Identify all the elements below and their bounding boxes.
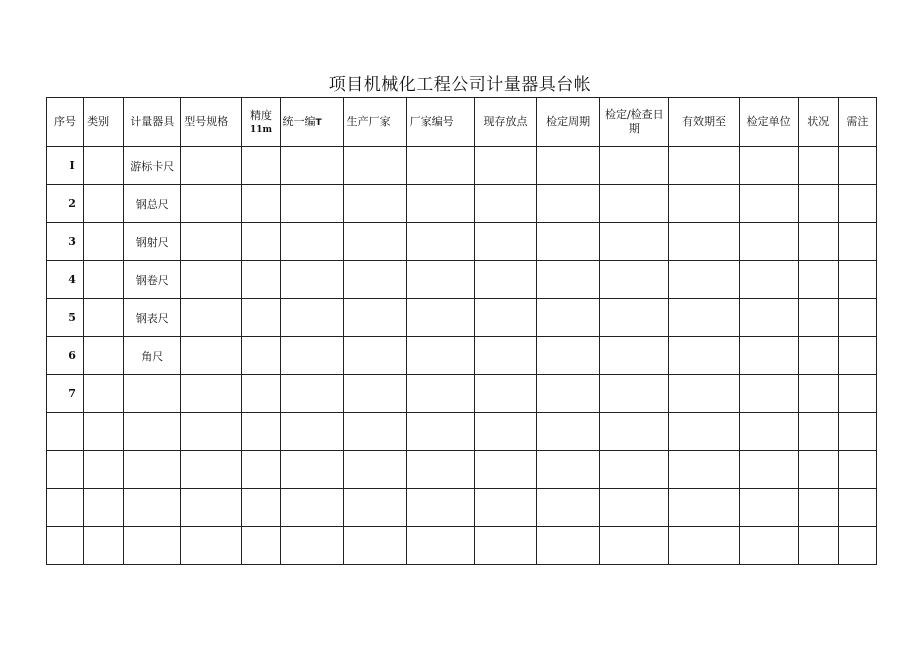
- cell-status: [798, 147, 838, 185]
- cell-remarks: [838, 489, 876, 527]
- cell-category: [84, 413, 124, 451]
- cell-category: [84, 527, 124, 565]
- cell-unit: [739, 375, 798, 413]
- header-precision: [242, 98, 280, 147]
- cell-seq: 2: [47, 185, 84, 223]
- cell-precision: [242, 261, 280, 299]
- cell-unified-no: [280, 147, 343, 185]
- cell-unified-no: [280, 527, 343, 565]
- cell-instrument: [124, 413, 181, 451]
- cell-unified-no: [280, 489, 343, 527]
- cell-unified-no: [280, 261, 343, 299]
- cell-category: [84, 375, 124, 413]
- cell-check-date: [600, 147, 669, 185]
- cell-unit: [739, 413, 798, 451]
- cell-remarks: [838, 451, 876, 489]
- cell-seq: 4: [47, 261, 84, 299]
- header-manufacturer: 生产厂家: [343, 98, 406, 147]
- cell-unified-no: [280, 223, 343, 261]
- cell-period: [537, 261, 600, 299]
- cell-model: [181, 147, 242, 185]
- cell-instrument: [124, 527, 181, 565]
- header-factory-no: 厂家编号: [406, 98, 474, 147]
- cell-valid-until: [669, 413, 739, 451]
- cell-status: [798, 451, 838, 489]
- cell-precision: [242, 413, 280, 451]
- cell-remarks: [838, 527, 876, 565]
- cell-instrument: 游标卡尺: [124, 147, 181, 185]
- cell-remarks: [838, 375, 876, 413]
- table-row: [47, 337, 877, 375]
- cell-location: [474, 451, 536, 489]
- header-instrument: 计量器具: [124, 98, 181, 147]
- table-row: [47, 413, 877, 451]
- cell-precision: [242, 223, 280, 261]
- cell-instrument: [124, 451, 181, 489]
- cell-factory-no: [406, 337, 474, 375]
- cell-location: [474, 375, 536, 413]
- cell-precision: [242, 299, 280, 337]
- table-row: [47, 261, 877, 299]
- table-row: [47, 223, 877, 261]
- table-row: [47, 375, 877, 413]
- cell-seq: [47, 451, 84, 489]
- cell-period: [537, 489, 600, 527]
- ledger-body: [47, 147, 877, 565]
- page-title: 项目机械化工程公司计量器具台帐: [328, 75, 592, 95]
- cell-manufacturer: [343, 299, 406, 337]
- cell-valid-until: [669, 261, 739, 299]
- cell-instrument: [124, 489, 181, 527]
- cell-unit: [739, 527, 798, 565]
- cell-period: [537, 451, 600, 489]
- cell-period: [537, 413, 600, 451]
- cell-factory-no: [406, 527, 474, 565]
- cell-period: [537, 337, 600, 375]
- cell-precision: [242, 375, 280, 413]
- cell-model: [181, 261, 242, 299]
- cell-unified-no: [280, 185, 343, 223]
- cell-unified-no: [280, 375, 343, 413]
- cell-period: [537, 147, 600, 185]
- cell-precision: [242, 527, 280, 565]
- cell-valid-until: [669, 147, 739, 185]
- cell-manufacturer: [343, 451, 406, 489]
- ledger-table: [46, 97, 877, 565]
- cell-category: [84, 261, 124, 299]
- cell-manufacturer: [343, 337, 406, 375]
- cell-factory-no: [406, 413, 474, 451]
- cell-check-date: [600, 337, 669, 375]
- cell-unit: [739, 489, 798, 527]
- cell-precision: [242, 337, 280, 375]
- cell-location: [474, 489, 536, 527]
- cell-category: [84, 489, 124, 527]
- cell-model: [181, 185, 242, 223]
- cell-precision: [242, 147, 280, 185]
- cell-factory-no: [406, 299, 474, 337]
- header-status: 状况: [798, 98, 838, 147]
- cell-status: [798, 527, 838, 565]
- cell-valid-until: [669, 451, 739, 489]
- cell-unit: [739, 223, 798, 261]
- cell-factory-no: [406, 375, 474, 413]
- cell-unit: [739, 147, 798, 185]
- cell-model: [181, 451, 242, 489]
- cell-valid-until: [669, 489, 739, 527]
- cell-status: [798, 489, 838, 527]
- cell-check-date: [600, 451, 669, 489]
- header-unified-no-label: 统一编: [282, 114, 316, 128]
- header-unified-no-suffix: T: [315, 117, 322, 128]
- header-remarks: 需注: [838, 98, 876, 147]
- cell-manufacturer: [343, 147, 406, 185]
- cell-precision: [242, 451, 280, 489]
- cell-period: [537, 299, 600, 337]
- cell-remarks: [838, 413, 876, 451]
- cell-status: [798, 299, 838, 337]
- cell-location: [474, 299, 536, 337]
- header-precision-label: 精度: [249, 109, 272, 122]
- header-period: 检定周期: [537, 98, 600, 147]
- cell-model: [181, 337, 242, 375]
- cell-location: [474, 261, 536, 299]
- cell-location: [474, 223, 536, 261]
- header-precision-unit: 11m: [249, 125, 272, 135]
- cell-manufacturer: [343, 413, 406, 451]
- cell-seq: 5: [47, 299, 84, 337]
- header-category: 类别: [84, 98, 124, 147]
- cell-instrument: 钢射尺: [124, 223, 181, 261]
- header-model: 型号规格: [181, 98, 242, 147]
- cell-manufacturer: [343, 489, 406, 527]
- cell-status: [798, 261, 838, 299]
- cell-remarks: [838, 337, 876, 375]
- header-unified-no: [280, 98, 343, 147]
- cell-factory-no: [406, 451, 474, 489]
- cell-period: [537, 223, 600, 261]
- cell-unified-no: [280, 451, 343, 489]
- cell-manufacturer: [343, 527, 406, 565]
- cell-instrument: 钢表尺: [124, 299, 181, 337]
- cell-factory-no: [406, 147, 474, 185]
- cell-unit: [739, 185, 798, 223]
- cell-remarks: [838, 185, 876, 223]
- header-check-date: 检定/检查日期: [600, 98, 669, 147]
- cell-valid-until: [669, 223, 739, 261]
- cell-category: [84, 337, 124, 375]
- header-valid-until: 有效期至: [669, 98, 739, 147]
- cell-factory-no: [406, 223, 474, 261]
- cell-check-date: [600, 299, 669, 337]
- table-row: [47, 185, 877, 223]
- cell-seq: I: [47, 147, 84, 185]
- cell-unified-no: [280, 299, 343, 337]
- table-row: [47, 299, 877, 337]
- cell-check-date: [600, 413, 669, 451]
- cell-valid-until: [669, 185, 739, 223]
- cell-status: [798, 185, 838, 223]
- cell-seq: [47, 413, 84, 451]
- cell-valid-until: [669, 375, 739, 413]
- cell-instrument: 角尺: [124, 337, 181, 375]
- table-row: [47, 527, 877, 565]
- cell-location: [474, 527, 536, 565]
- cell-remarks: [838, 261, 876, 299]
- cell-unified-no: [280, 337, 343, 375]
- cell-manufacturer: [343, 261, 406, 299]
- cell-manufacturer: [343, 223, 406, 261]
- cell-factory-no: [406, 261, 474, 299]
- cell-remarks: [838, 147, 876, 185]
- cell-location: [474, 413, 536, 451]
- cell-category: [84, 299, 124, 337]
- header-unit: 检定单位: [739, 98, 798, 147]
- cell-instrument: 钢卷尺: [124, 261, 181, 299]
- cell-factory-no: [406, 185, 474, 223]
- cell-model: [181, 489, 242, 527]
- cell-remarks: [838, 299, 876, 337]
- cell-unit: [739, 337, 798, 375]
- cell-category: [84, 451, 124, 489]
- table-row: [47, 147, 877, 185]
- cell-category: [84, 223, 124, 261]
- cell-status: [798, 223, 838, 261]
- cell-location: [474, 337, 536, 375]
- cell-period: [537, 375, 600, 413]
- cell-seq: 3: [47, 223, 84, 261]
- cell-seq: 6: [47, 337, 84, 375]
- cell-model: [181, 527, 242, 565]
- cell-check-date: [600, 185, 669, 223]
- cell-period: [537, 185, 600, 223]
- cell-seq: 7: [47, 375, 84, 413]
- cell-category: [84, 147, 124, 185]
- cell-precision: [242, 489, 280, 527]
- cell-model: [181, 299, 242, 337]
- cell-instrument: 钢总尺: [124, 185, 181, 223]
- header-row: [47, 98, 877, 147]
- cell-precision: [242, 185, 280, 223]
- cell-model: [181, 413, 242, 451]
- cell-check-date: [600, 375, 669, 413]
- cell-manufacturer: [343, 375, 406, 413]
- header-seq: 序号: [47, 98, 84, 147]
- cell-location: [474, 185, 536, 223]
- cell-remarks: [838, 223, 876, 261]
- cell-unit: [739, 261, 798, 299]
- cell-period: [537, 527, 600, 565]
- cell-check-date: [600, 223, 669, 261]
- cell-check-date: [600, 527, 669, 565]
- cell-status: [798, 337, 838, 375]
- cell-factory-no: [406, 489, 474, 527]
- cell-location: [474, 147, 536, 185]
- cell-model: [181, 375, 242, 413]
- cell-status: [798, 413, 838, 451]
- cell-valid-until: [669, 527, 739, 565]
- cell-valid-until: [669, 299, 739, 337]
- header-location: 现存放点: [474, 98, 536, 147]
- cell-seq: [47, 527, 84, 565]
- cell-unit: [739, 451, 798, 489]
- cell-manufacturer: [343, 185, 406, 223]
- cell-model: [181, 223, 242, 261]
- cell-check-date: [600, 489, 669, 527]
- cell-unified-no: [280, 413, 343, 451]
- cell-check-date: [600, 261, 669, 299]
- table-row: [47, 489, 877, 527]
- cell-valid-until: [669, 337, 739, 375]
- cell-instrument: [124, 375, 181, 413]
- cell-status: [798, 375, 838, 413]
- table-row: [47, 451, 877, 489]
- cell-seq: [47, 489, 84, 527]
- cell-category: [84, 185, 124, 223]
- cell-unit: [739, 299, 798, 337]
